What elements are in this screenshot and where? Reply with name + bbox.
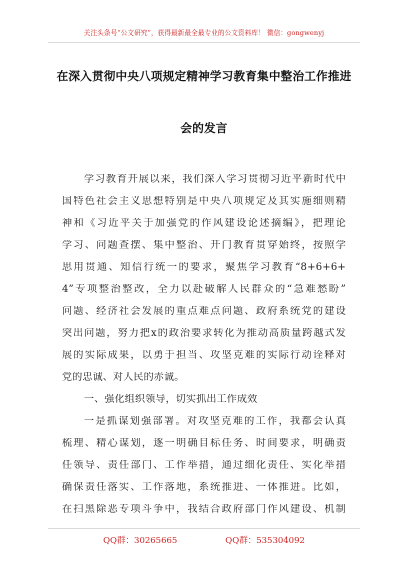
body-line: 思用贯通、知信行统一的要求，聚焦学习教育“8+6+6+: [62, 262, 346, 273]
footer-divider: [48, 528, 360, 529]
body-line: 4”专项整治整改，全力以赴破解人民群众的“急难愁盼”: [62, 284, 346, 295]
document-title-line-2: 会的发言: [180, 121, 228, 135]
body-line: 学习、问题查摆、集中整治、开门教育贯穿始终，按照学: [62, 240, 346, 251]
body-line: 学习教育开展以来，我们深入学习贯彻习近平新时代中: [84, 174, 346, 185]
body-line: 任领导、责任部门、工作举措，通过细化责任、实化举措: [62, 460, 346, 471]
header-note: 关注头条号“公文研究”，获得最新最全最专业的公文资料库！ 微信：gongwenyj: [83, 29, 325, 37]
body-line: 神和《习近平关于加强党的作风建设论述摘编》，把理论: [62, 218, 346, 229]
body-line: 在扫黑除恶专项斗争中，我结合政府部门作风建设、机制: [62, 504, 346, 515]
section-heading: 一、强化组织领导，切实抓出工作成效: [84, 394, 258, 405]
footer-qq-group-2: QQ群：535304092: [225, 536, 305, 546]
body-line: 确保责任落实、工作落地，系统推进、一体推进。比如，: [62, 482, 346, 493]
body-line: 一是抓谋划强部署。对攻坚克难的工作，我都会认真: [84, 416, 346, 427]
body-line: 突出问题，努力把x的政治要求转化为推动高质量跨越式发: [62, 328, 346, 339]
footer-qq-group-1: QQ群：30265665: [103, 536, 178, 546]
document-title-line-1: 在深入贯彻中央八项规定精神学习教育集中整治工作推进: [56, 69, 352, 83]
body-line: 梳理、精心谋划，逐一明确目标任务、时间要求，明确责: [62, 438, 346, 449]
body-line: 展的实际成果，以勇于担当、攻坚克难的实际行动诠释对: [62, 350, 346, 361]
body-line: 国特色社会主义思想特别是中央八项规定及其实施细则精: [62, 196, 346, 207]
header-divider: [48, 42, 360, 43]
body-line: 问题、经济社会发展的重点难点问题、政府系统党的建设: [62, 306, 346, 317]
footer: [0, 534, 408, 546]
body-line: 党的忠诚、对人民的赤诚。: [62, 372, 185, 383]
